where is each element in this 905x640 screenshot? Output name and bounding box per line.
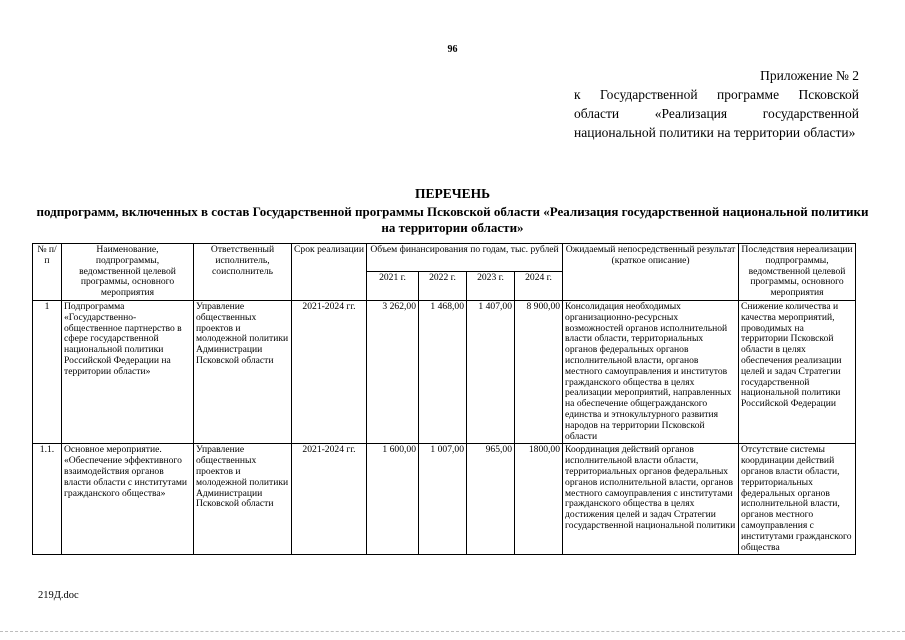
header-executor: Ответственный исполнитель, соисполнитель <box>194 244 292 301</box>
row-num: 1.1. <box>33 444 62 555</box>
row-result: Консолидация необходимых организационно-ресурсных возможностей органов исполнительной власти области, территориальных органов федеральных органов исполнительной власти, органов местного самоуправления и институтов гражданского общества в целях реализации мероприятий, направленных на обеспечение общегражданского единства и этнокультурного развития народов на территории Псковской области <box>563 300 739 443</box>
header-consequences: Последствия нереализации подпрограммы, ведомственной целевой программы, основного мероприятия <box>739 244 856 301</box>
header-name: Наименование, подпрограммы, ведомственной целевой программы, основного мероприятия <box>62 244 194 301</box>
page-number: 96 <box>447 44 458 55</box>
document-subtitle: подпрограмм, включенных в состав Государственной программы Псковской области «Реализация государственной национальной политики на территории области» <box>36 204 869 235</box>
header-year: 2022 г. <box>419 272 467 301</box>
row-value-2024: 1800,00 <box>515 444 563 555</box>
row-num: 1 <box>33 300 62 443</box>
row-consequences: Снижение количества и качества мероприятий, проводимых на территории Псковской области в целях обеспечения реализации целей и задач Стратегии государственной национальной политики Российской Федерации <box>739 300 856 443</box>
scan-edge-line <box>0 631 905 632</box>
header-term: Срок реализации <box>292 244 367 301</box>
row-value-2022: 1 007,00 <box>419 444 467 555</box>
row-executor: Управление общественных проектов и молодежной политики Администрации Псковской области <box>194 444 292 555</box>
row-value-2021: 3 262,00 <box>367 300 419 443</box>
table-row <box>33 444 856 555</box>
row-term: 2021-2024 гг. <box>292 444 367 555</box>
appendix-text: к Государственной программе Псковской области «Реализация государственной национальной политики на территории области» <box>574 87 859 140</box>
appendix-title: Приложение № 2 <box>760 68 859 83</box>
file-name-footer: 219Д.doc <box>38 590 79 601</box>
header-year: 2021 г. <box>367 272 419 301</box>
row-value-2021: 1 600,00 <box>367 444 419 555</box>
header-year: 2024 г. <box>515 272 563 301</box>
header-funding: Объем финансирования по годам, тыс. рублей <box>367 244 563 272</box>
row-value-2024: 8 900,00 <box>515 300 563 443</box>
row-consequences: Отсутствие системы координации действий органов власти области, территориальных федеральных органов исполнительной власти, органов местного самоуправления с институтами гражданского общества <box>739 444 856 555</box>
row-value-2022: 1 468,00 <box>419 300 467 443</box>
row-executor: Управление общественных проектов и молодежной политики Администрации Псковской области <box>194 300 292 443</box>
header-num: № п/п <box>33 244 62 301</box>
table-row <box>33 300 856 443</box>
row-value-2023: 965,00 <box>467 444 515 555</box>
row-name: Основное мероприятие. «Обеспечение эффективного взаимодействия органов власти области с институтами гражданского общества» <box>62 444 194 555</box>
row-result: Координация действий органов исполнительной власти области, территориальных органов федеральных органов исполнительной власти, органов местного самоуправления с институтами гражданского общества в целях достижения целей и задач Стратегии государственной национальной политики <box>563 444 739 555</box>
subprograms-table <box>32 243 856 555</box>
appendix-block <box>574 66 859 142</box>
header-year: 2023 г. <box>467 272 515 301</box>
row-name: Подпрограмма «Государственно-общественное партнерство в сфере государственной национальной политики Российской Федерации на территории области» <box>62 300 194 443</box>
document-title: ПЕРЕЧЕНЬ <box>414 186 491 201</box>
row-value-2023: 1 407,00 <box>467 300 515 443</box>
row-term: 2021-2024 гг. <box>292 300 367 443</box>
table-header-row <box>33 244 856 272</box>
header-result: Ожидаемый непосредственный результат (краткое описание) <box>563 244 739 301</box>
